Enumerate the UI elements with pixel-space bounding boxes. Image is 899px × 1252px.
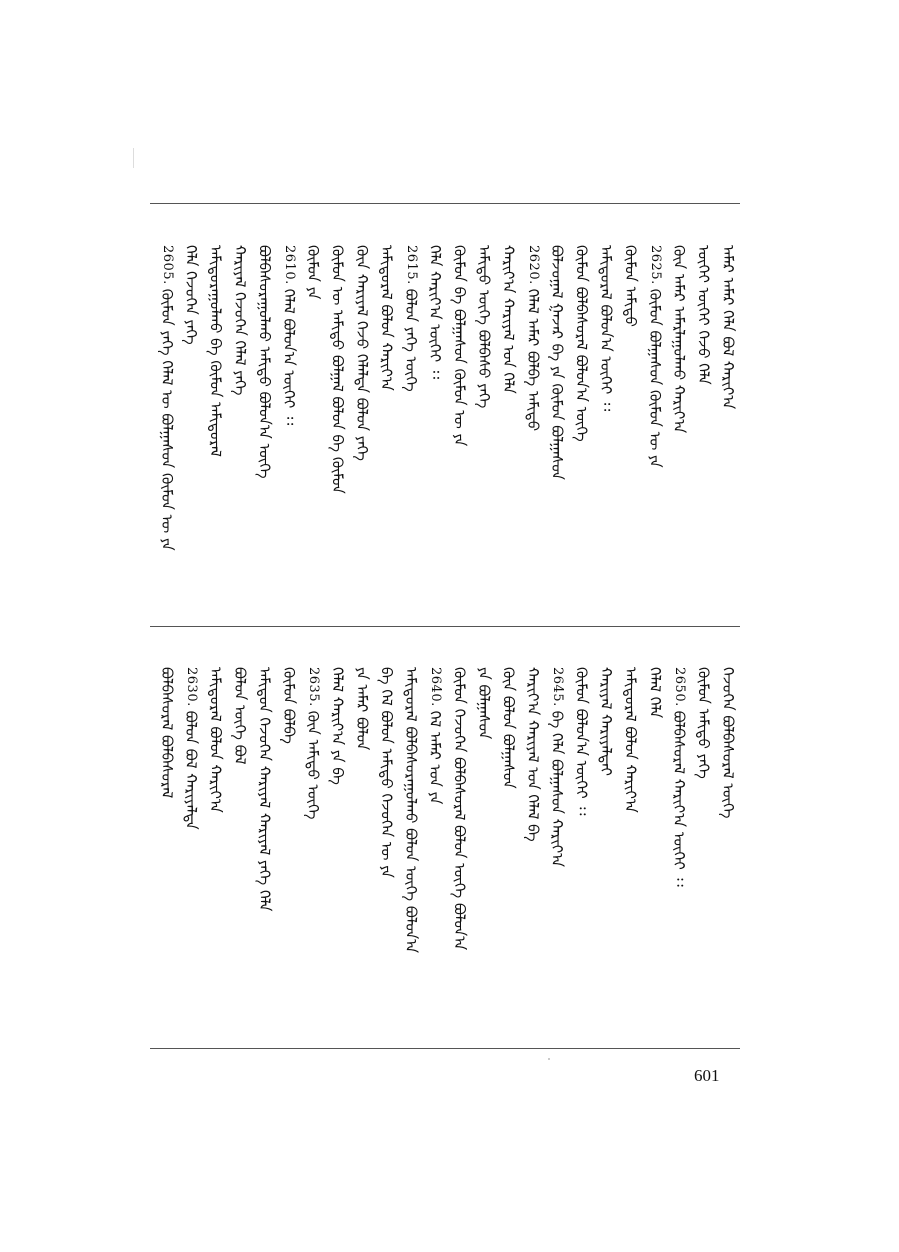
verse-text: ᠬᠡᠯ ᠠᠮᠠᠷ ᠤᠨ ᠶᠠ (426, 710, 445, 805)
verse-line (450, 667, 470, 950)
verse-line (425, 667, 445, 804)
verse-text: ᠠᠮᠢᠳᠤᠷᠠᠯ ᠪᠣᠯᠪᠠᠰᠤᠷᠠᠭᠤᠯᠬᠤ ᠪᠣᠯᠤᠨ ᠦᠭᠡ ᠪᠣᠯᠤᠨ᠎ᠠ (401, 667, 420, 954)
verse-line (254, 667, 274, 911)
verse-text: ᠬᠡᠯᠡ ᠬᠠᠷᠢᠶ᠎ᠠ ᠦᠭᠡᠶ ᠄᠄ (426, 245, 445, 380)
verse-line (498, 245, 518, 394)
verse-line (303, 245, 323, 299)
verse-text: ᠬᠡᠯᠡᠯ ᠬᠠᠷᠢᠶ᠎ᠠ ᠶᠡ ᠪᠠ (328, 667, 347, 785)
verse-line (572, 667, 592, 815)
verse-line (694, 245, 714, 385)
verse-line (523, 667, 543, 842)
verse-text: ᠬᠦᠮᠦᠨ ᠠᠮᠢᠳᠤ ᠶᠡᠬᠡ (694, 667, 713, 779)
verse-text: ᠪᠣᠯᠪᠠᠰᠤᠷᠠᠯ ᠬᠠᠷᠢᠶ᠎ᠠ ᠦᠭᠡᠶ ᠄᠄ (670, 710, 689, 887)
verse-text: ᠬᠦᠮᠦᠨ ᠭᠡᠵᠦᠭᠡᠨ ᠪᠣᠯᠪᠠᠰᠤᠷᠠᠯ ᠪᠣᠯᠤᠨ ᠦᠭᠡ ᠪᠣᠯᠤᠨ᠎ᠠ (450, 667, 469, 951)
verse-text: ᠬᠠᠷᠢᠶ᠎ᠠ ᠬᠠᠷᠢᠶᠠᠯ ᠤᠨ ᠬᠡᠯᠡ (499, 245, 518, 394)
line-number: 2615. (403, 245, 419, 285)
middle-rule (150, 626, 740, 627)
verse-text: ᠬᠡᠯᠡᠯ ᠪᠣᠯᠤᠨ᠎ᠠ ᠦᠭᠡᠶ ᠄᠄ (279, 288, 298, 426)
verse-line (718, 667, 738, 818)
line-number: 2610. (281, 245, 297, 285)
verse-text: ᠬᠦᠮᠦᠨ ᠪᠣᠯᠪᠠᠰᠤᠷᠠᠯ ᠪᠣᠯᠤᠨ᠎ᠠ ᠦᠭᠡ (572, 245, 591, 442)
line-number: 2630. (184, 667, 200, 707)
verse-line (620, 245, 640, 327)
bottom-rule (150, 1048, 740, 1049)
verse-line (645, 667, 665, 718)
verse-text: ᠬᠦᠮᠦᠨ ᠦ ᠠᠮᠢᠳᠤ ᠪᠣᠯᠭᠠᠯ ᠪᠣᠯᠤᠨ ᠪᠠ ᠬᠦᠮᠦᠨ (328, 245, 347, 494)
verse-text: ᠪᠣᠯᠤᠨ ᠪᠣᠯ ᠬᠠᠷᠢᠶᠠᠯᠲᠠ (182, 710, 201, 830)
verse-text: ᠬᠦᠮᠦᠨ ᠶᠠ (304, 245, 323, 300)
verse-line (181, 245, 201, 345)
verse-line (352, 667, 372, 750)
verse-text: ᠠᠮᠢᠳᠤᠷᠠᠭᠤᠯᠬᠤ ᠪᠠ ᠬᠦᠮᠦᠨ ᠠᠮᠢᠳᠤᠷᠠᠯ (206, 245, 225, 457)
verse-text: ᠬᠦᠮᠦᠨ ᠪᠣᠯᠭᠠᠰᠤᠨ ᠬᠦᠮᠦᠨ ᠦ ᠶᠠ (645, 288, 664, 468)
verse-line (206, 667, 226, 813)
verse-line (474, 667, 494, 739)
verse-text: ᠪᠠ ᠬᠡᠯ ᠪᠣᠯᠤᠨ ᠠᠮᠢᠳᠤ ᠭᠡᠵᠦᠭᠡᠨ ᠦ ᠶᠠ (377, 667, 396, 878)
verse-line (547, 245, 567, 480)
verse-line (645, 245, 665, 468)
verse-line (547, 667, 567, 867)
verse-text: ᠪᠣᠯᠤᠨ ᠦᠭᠡ ᠪᠣᠯ (231, 667, 249, 765)
verse-text: ᠠᠮᠢᠳᠤᠷᠠᠯ ᠪᠣᠯᠤᠨ᠎ᠠ ᠦᠭᠡᠶ ᠄᠄ (597, 245, 615, 412)
verse-text: ᠬᠦᠨ ᠠᠮᠢᠳᠤ ᠦᠭᠡ (304, 710, 323, 820)
top-rule (150, 203, 740, 204)
line-number: 2625. (647, 245, 663, 285)
verse-text: ᠠᠮᠢᠳᠤᠷᠠᠯ ᠪᠣᠯᠤᠨ ᠬᠠᠷᠢᠶ᠎ᠠ (206, 667, 225, 813)
verse-text: ᠬᠦᠨ ᠠᠮᠠᠷ ᠠᠮᠠᠷᠯᠠᠭᠤᠯᠬᠤ ᠬᠠᠷᠢᠶ᠎ᠠ (670, 245, 689, 434)
verse-line (157, 245, 177, 551)
verse-line (572, 245, 592, 442)
verse-text: ᠠᠮᠠᠷ ᠠᠮᠠᠷ ᠬᠡᠯᠡ ᠪᠣᠯ ᠬᠠᠷᠢᠶ᠎ᠠ (719, 245, 737, 410)
verse-text: ᠬᠦᠮᠦᠨ ᠪᠣᠯᠪᠠ (279, 667, 298, 744)
verse-line (279, 667, 299, 744)
verse-line (498, 667, 518, 789)
verse-text: ᠬᠦᠮᠦᠨ ᠠᠮᠢᠳᠤ (621, 245, 640, 327)
verse-text: ᠭᠡᠵᠦᠭᠡᠨ ᠪᠣᠯᠪᠠᠰᠤᠷᠠᠯ ᠦᠭᠡ (719, 667, 737, 819)
verse-text: ᠶᠡ ᠠᠮᠠᠷ ᠪᠣᠯᠤᠨ (353, 667, 371, 751)
verse-line (254, 245, 274, 479)
verse-line (279, 245, 299, 425)
verse-text: ᠪᠣᠯᠪᠠᠰᠤᠷᠠᠯ ᠪᠣᠯᠪᠠᠰᠤᠷᠠᠯ (157, 667, 176, 799)
line-number: 2640. (428, 667, 444, 707)
verse-text: ᠬᠠᠷᠢᠶᠠᠯ ᠬᠠᠷᠢᠶᠠᠯᠲᠠᠢ (597, 667, 615, 776)
verse-line (669, 667, 689, 887)
verse-text: ᠬᠦᠮᠦᠨ ᠪᠠ ᠪᠣᠯᠭᠠᠰᠤᠨ ᠬᠦᠮᠦᠨ ᠦ ᠶᠠ (450, 245, 469, 447)
verse-line (450, 245, 470, 446)
verse-line (352, 245, 372, 461)
verse-line (303, 667, 323, 820)
verse-line (620, 667, 640, 813)
line-number: 2635. (306, 667, 322, 707)
verse-line (328, 667, 348, 785)
scan-dot (548, 1058, 550, 1060)
verse-line (474, 245, 494, 408)
line-number: 2650. (672, 667, 688, 707)
verse-line (328, 245, 348, 494)
verse-text: ᠬᠦᠨ ᠬᠠᠷᠢᠶᠠᠯ ᠭᠡᠵᠦ ᠬᠡᠯᠡᠯᠲᠡ ᠪᠣᠯᠤᠨ ᠶᠡᠬᠡ (353, 245, 371, 461)
line-number: 2605. (159, 245, 175, 285)
verse-text: ᠬᠡᠯᠡ ᠭᠡᠵᠦᠭᠡᠨ ᠶᠡᠬᠡ (182, 245, 201, 345)
page-number: 601 (694, 1066, 720, 1085)
verse-text: ᠬᠡᠯᠡᠯ ᠠᠮᠠᠷ ᠪᠣᠯᠪᠠ ᠠᠮᠢᠳᠤ (523, 288, 542, 432)
verse-text: ᠪᠣᠯᠵᠣᠭᠠᠯ ᠭᠠᠵᠠᠷ ᠪᠠ ᠶᠡ ᠬᠦᠮᠦᠨ ᠪᠣᠯᠭᠠᠰᠤᠨ (548, 245, 567, 480)
verse-line (694, 667, 714, 779)
verse-line (669, 245, 689, 433)
verse-line (230, 667, 250, 765)
verse-text: ᠠᠮᠢᠳᠤᠷᠠᠯ ᠪᠣᠯᠤᠨ ᠬᠠᠷᠢᠶ᠎ᠠ (377, 245, 396, 391)
verse-line (181, 667, 201, 830)
verse-line (718, 245, 738, 409)
verse-text: ᠦᠭᠡᠶ ᠦᠭᠡᠶ ᠭᠡᠵᠦ ᠬᠡᠯᠡ (694, 245, 713, 385)
verse-text: ᠶᠡ ᠪᠣᠯᠭᠠᠰᠤᠨ (475, 667, 493, 740)
verse-text: ᠬᠡᠯᠡᠯ ᠬᠡᠯᠡ (645, 667, 664, 719)
line-number: 2620. (525, 245, 541, 285)
verse-line (401, 667, 421, 953)
verse-text: ᠠᠮᠢᠳᠤᠨ ᠭᠡᠵᠦᠭᠡᠨ ᠬᠠᠷᠢᠶᠠᠯ ᠬᠠᠷᠢᠶᠠᠯ ᠶᠡᠬᠡ ᠬᠡᠯᠡ (255, 667, 274, 912)
verse-line (376, 667, 396, 878)
verse-line (376, 245, 396, 391)
verse-line (596, 667, 616, 776)
verse-text: ᠪᠠ ᠬᠡᠯᠡ ᠪᠣᠯᠭᠠᠰᠤᠨ ᠬᠠᠷᠢᠶ᠎ᠠ (548, 710, 567, 868)
verse-text: ᠠᠮᠢᠳᠤᠷᠠᠯ ᠪᠣᠯᠤᠨ ᠬᠠᠷᠢᠶ᠎ᠠ (621, 667, 640, 813)
verse-line (206, 245, 226, 457)
verse-line (523, 245, 543, 431)
verse-text: ᠪᠣᠯᠪᠠᠰᠤᠷᠠᠭᠤᠯᠬᠤ ᠠᠮᠢᠳᠤ ᠪᠣᠯᠤᠨ᠎ᠠ ᠦᠭᠡ (255, 245, 274, 479)
verse-text: ᠬᠦᠮᠦᠨ ᠪᠣᠯᠤᠨ᠎ᠠ ᠦᠭᠡᠶ ᠄᠄ (572, 667, 591, 816)
verse-text: ᠬᠦᠮᠦᠨ ᠶᠡᠬᠡ ᠬᠡᠯᠡᠯ ᠦ ᠪᠣᠯᠭᠠᠰᠤᠨ ᠬᠦᠮᠦᠨ ᠦ ᠶᠠ (157, 288, 176, 551)
verse-line (425, 245, 445, 379)
verse-line (401, 245, 421, 392)
verse-line (157, 667, 177, 798)
verse-text: ᠬᠠᠷᠢᠶ᠎ᠠ ᠬᠠᠷᠢᠶᠠᠯ ᠤᠨ ᠬᠡᠯᠡᠯ ᠪᠠ (523, 667, 542, 842)
verse-text: ᠪᠣᠯᠤᠨ ᠶᠡᠬᠡ ᠦᠭᠡ (401, 288, 420, 392)
verse-text: ᠬᠠᠷᠢᠶᠠᠯ ᠭᠡᠵᠦᠭᠡᠨ ᠬᠡᠯᠡᠯ ᠶᠡᠬᠡ (231, 245, 249, 396)
verse-line (230, 245, 250, 395)
verse-text: ᠠᠮᠢᠳᠤ ᠦᠭᠡ ᠪᠣᠯᠪᠠᠰᠤ ᠶᠡᠬᠡ (475, 245, 493, 409)
scan-mark (133, 148, 134, 168)
verse-line (596, 245, 616, 411)
verse-text: ᠬᠦᠨ ᠪᠣᠯᠤᠨ ᠪᠣᠯᠭᠠᠰᠤᠨ (499, 667, 518, 789)
line-number: 2645. (550, 667, 566, 707)
